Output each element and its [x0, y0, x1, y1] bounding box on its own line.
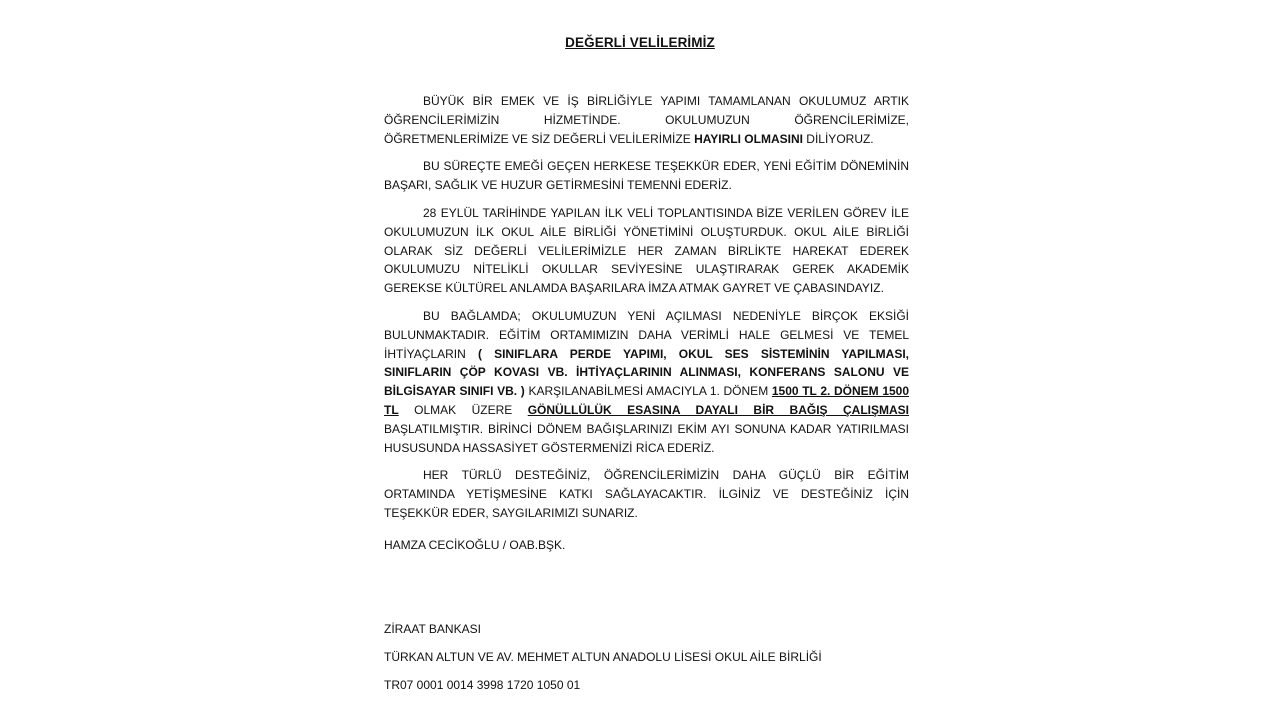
bank-name: ZİRAAT BANKASI: [384, 622, 481, 636]
letter-body: [384, 92, 909, 532]
paragraph-closing: HER TÜRLÜ DESTEĞİNİZ, ÖĞRENCİLERİMİZİN DAHA GÜÇLÜ BİR EĞİTİM ORTAMINDA YETİŞMESİNE KATKI SAĞLAYACAKTIR. İLGİNİZ VE DESTEĞİNİZ İÇİN TEŞEKKÜR EDER, SAYGILARIMIZI SUNARIZ.: [384, 468, 909, 520]
paragraph-association: 28 EYLÜL TARİHİNDE YAPILAN İLK VELİ TOPLANTISINDA BİZE VERİLEN GÖREV İLE OKULUMUZUN İLK OKUL AİLE BİRLİĞİ YÖNETİMİNİ OLUŞTURDUK. OKUL AİLE BİRLİĞİ OLARAK SİZ DEĞERLİ VELİLERİMİZLE HER ZAMAN BİRLİKTE HAREKAT EDEREK OKULUMUZU NİTELİKLİ OKULLAR SEVİYESİNE ULAŞTIRARAK GEREK AKADEMİK GEREKSE KÜLTÜREL ANLAMDA BAŞARILARA İMZA ATMAK GAYRET VE ÇABASINDAYIZ.: [384, 205, 909, 296]
paragraph-text: OLMAK ÜZERE: [398, 402, 528, 417]
paragraph-text: BAŞLATILMIŞTIR. BİRİNCİ DÖNEM BAĞIŞLARINIZI EKİM AYI SONUNA KADAR YATIRILMASI HUSUSUNDA HASSASİYET GÖSTERMENİZİ RİCA EDERİZ.: [384, 421, 909, 455]
paragraph-donation: [384, 307, 909, 457]
iban-number: TR07 0001 0014 3998 1720 1050 01: [384, 678, 581, 692]
campaign-name: GÖNÜLLÜLÜK ESASINA DAYALI BİR BAĞIŞ ÇALIŞMASI: [527, 402, 909, 417]
account-holder: TÜRKAN ALTUN VE AV. MEHMET ALTUN ANADOLU LİSESİ OKUL AİLE BİRLİĞİ: [384, 650, 822, 664]
paragraph-thanks: BU SÜREÇTE EMEĞİ GEÇEN HERKESE TEŞEKKÜR EDER, YENİ EĞİTİM DÖNEMİNİN BAŞARI, SAĞLIK VE HUZUR GETİRMESİNİ TEMENNİ EDERİZ.: [384, 159, 909, 193]
paragraph-text: DİLİYORUZ.: [802, 131, 874, 146]
signature: HAMZA CECİKOĞLU / OAB.BŞK.: [384, 538, 566, 552]
bold-phrase: HAYIRLI OLMASINI: [694, 131, 803, 146]
paragraph-text: BU BAĞLAMDA; OKULUMUZUN YENİ AÇILMASI NEDENİYLE BİRÇOK EKSİĞİ BULUNMAKTADIR. EĞİTİM ORTAMIMIZIN DAHA VERİMLİ HALE GELMESİ VE TEMEL İHTİYAÇLARIN: [384, 308, 909, 361]
donation-amounts: 1500 TL 2. DÖNEM 1500 TL: [384, 384, 910, 417]
letter-title: DEĞERLİ VELİLERİMİZ: [565, 35, 715, 50]
needs-list: ( SINIFLARA PERDE YAPIMI, OKUL SES SİSTEMİNİN YAPILMASI, SINIFLARIN ÇÖP KOVASI VB. İHTİYAÇLARININ ALINMASI, KONFERANS SALONU VE BİLGİSAYAR SINIFI VB. ): [384, 346, 909, 399]
paragraph-text: BÜYÜK BİR EMEK VE İŞ BİRLİĞİYLE YAPIMI TAMAMLANAN OKULUMUZ ARTIK ÖĞRENCİLERİMİZİN HİZMETİNDE. OKULUMUZUN ÖĞRENCİLERİMİZE, ÖĞRETMENLERİMİZE VE SİZ DEĞERLİ VELİLERİMİZE: [384, 94, 909, 146]
paragraph-text: KARŞILANABİLMESİ AMACIYLA 1. DÖNEM: [524, 384, 772, 399]
paragraph-opening: [384, 92, 909, 148]
